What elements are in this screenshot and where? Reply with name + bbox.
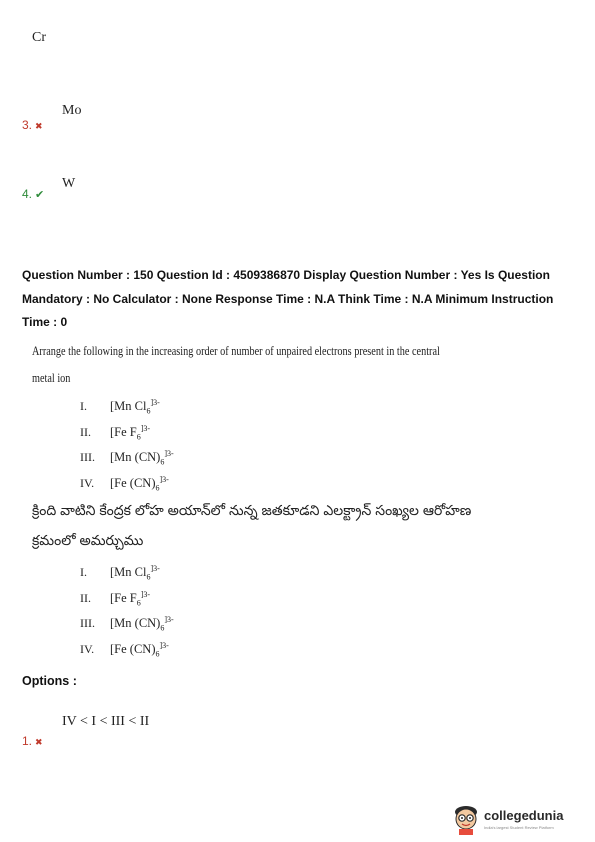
formula-superscript: ]3- [140,423,151,433]
item-formula [110,423,151,442]
formula-main: [Mn (CN) [110,450,161,464]
item-row-2 [80,423,150,442]
formula-superscript: ]3- [164,614,174,624]
prev-option-4-text: W [62,176,76,191]
item-formula [110,589,151,608]
option-number: 1. [22,734,33,748]
formula-superscript: ]3- [150,563,160,573]
logo-tagline: India's largest Student Review Platform [484,825,554,830]
item-number: I. [80,565,87,579]
item-number: II. [80,425,91,439]
prev-option-4-number [22,187,44,201]
item-formula [110,563,160,582]
question-stem-line: metal ion [32,371,71,385]
item-number: IV. [80,642,95,656]
formula-main: [Fe (CN) [110,476,156,490]
item-formula [110,448,174,467]
option-number: 4. [22,187,33,201]
formula-main: [Mn (CN) [110,616,161,630]
formula-subscript: 6 [155,483,160,493]
item-row-te-4 [80,640,169,659]
collegedunia-logo [451,802,581,838]
formula-subscript: 6 [155,649,160,659]
formula-main: [Fe (CN) [110,642,156,656]
item-row-1 [80,397,160,416]
item-row-te-1 [80,563,160,582]
item-row-te-3 [80,614,174,633]
question-stem-telugu-line: క్రింది వాటిని కేంద్రక లోహ అయాన్‌లో నున్న జతకూడని ఎలక్ట్రాన్ సంఖ్యల ఆరోహణ [32,502,472,518]
check-icon: ✔ [35,189,45,201]
formula-main: [Mn Cl [110,565,147,579]
item-row-3 [80,448,174,467]
item-number: III. [80,450,95,464]
formula-subscript: 6 [136,432,141,442]
item-number: I. [80,399,87,413]
item-formula [110,474,169,493]
prev-option-2-text: Cr [32,30,46,45]
formula-main: [Mn Cl [110,399,147,413]
item-number: II. [80,591,91,605]
question-stem-telugu-line: క్రమంలో అమర్చుము [32,532,144,548]
formula-subscript: 6 [160,623,165,633]
item-row-4 [80,474,169,493]
formula-subscript: 6 [146,406,151,416]
formula-superscript: ]3- [150,397,160,407]
logo-name: collegedunia [484,808,564,823]
item-formula [110,640,169,659]
mascot-icon [451,802,481,836]
question-meta-line: Question Number : 150 Question Id : 4509386870 Display Question Number : Yes Is Question [22,268,550,282]
question-meta-line: Time : 0 [22,315,68,329]
formula-superscript: ]3- [159,474,169,484]
formula-subscript: 6 [136,598,141,608]
formula-superscript: ]3- [164,448,174,458]
cross-icon: ✖ [35,121,43,131]
item-formula [110,397,160,416]
formula-superscript: ]3- [159,640,169,650]
formula-superscript: ]3- [140,589,151,599]
option-1-number [22,734,43,748]
item-formula [110,614,174,633]
formula-subscript: 6 [160,457,165,467]
option-1-text: IV < I < III < II [62,714,150,729]
question-stem-line: Arrange the following in the increasing order of number of unpaired electrons present in the central [32,344,440,358]
prev-option-3-number [22,118,43,132]
item-row-te-2 [80,589,150,608]
question-metadata [22,264,582,335]
option-number: 3. [22,118,33,132]
item-number: IV. [80,476,95,490]
formula-subscript: 6 [146,572,151,582]
cross-icon: ✖ [35,737,43,747]
formula-main: [Fe F [110,425,137,439]
prev-option-3-text: Mo [62,103,82,118]
item-number: III. [80,616,95,630]
formula-main: [Fe F [110,591,137,605]
options-label: Options : [22,674,77,688]
question-meta-line: Mandatory : No Calculator : None Response Time : N.A Think Time : N.A Minimum Instruction [22,291,554,306]
